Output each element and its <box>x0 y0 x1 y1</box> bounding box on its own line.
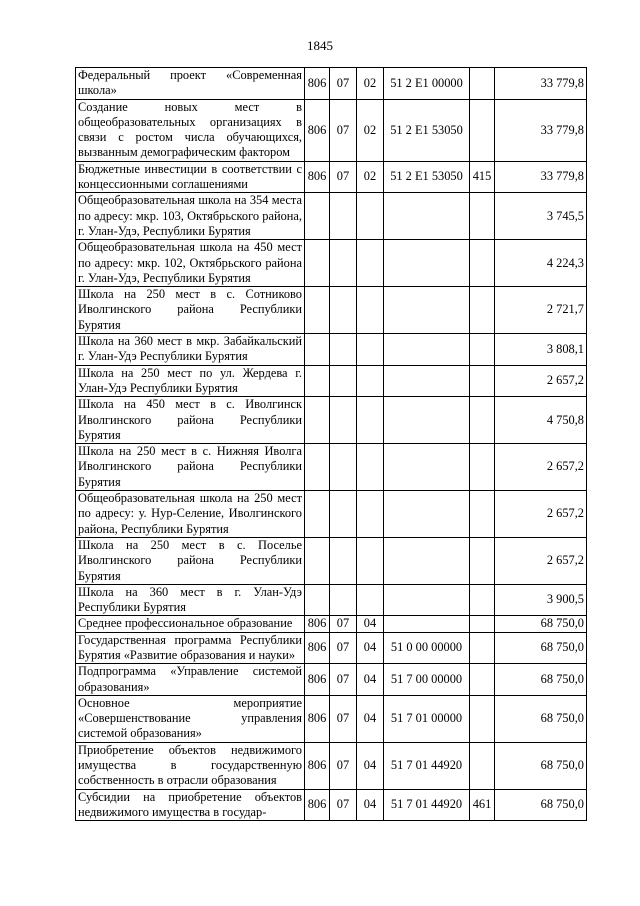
subsection-code: 02 <box>357 99 384 161</box>
row-name: Субсидии на приобретение объектов недвижимого имущества в государ- <box>76 789 305 821</box>
ministry-code <box>305 397 330 444</box>
subsection-code <box>357 397 384 444</box>
amount: 68 750,0 <box>495 695 587 742</box>
table-row <box>76 365 587 397</box>
ministry-code: 806 <box>305 695 330 742</box>
target-article-code: 51 2 E1 00000 <box>384 68 470 100</box>
amount: 4 750,8 <box>495 397 587 444</box>
ministry-code: 806 <box>305 742 330 789</box>
target-article-code <box>384 193 470 240</box>
section-code: 07 <box>330 68 357 100</box>
subsection-code <box>357 365 384 397</box>
target-article-code <box>384 584 470 616</box>
expense-type-code <box>470 742 495 789</box>
ministry-code: 806 <box>305 664 330 696</box>
budget-table <box>75 67 587 821</box>
section-code: 07 <box>330 161 357 193</box>
subsection-code <box>357 491 384 538</box>
row-name: Школа на 450 мест в с. Иволгинск Иволгинского района Республики Бурятия <box>76 397 305 444</box>
target-article-code: 51 7 01 00000 <box>384 695 470 742</box>
table-row <box>76 742 587 789</box>
target-article-code: 51 0 00 00000 <box>384 632 470 664</box>
table-row <box>76 397 587 444</box>
subsection-code: 04 <box>357 742 384 789</box>
section-code <box>330 365 357 397</box>
target-article-code <box>384 397 470 444</box>
row-name: Школа на 250 мест в с. Поселье Иволгинского района Республики Бурятия <box>76 537 305 584</box>
table-row <box>76 444 587 491</box>
row-name: Общеобразовательная школа на 354 места по адресу: мкр. 103, Октябрьского района, г. Улан-Удэ, Республики Бурятия <box>76 193 305 240</box>
expense-type-code: 461 <box>470 789 495 821</box>
subsection-code: 04 <box>357 789 384 821</box>
amount: 3 745,5 <box>495 193 587 240</box>
subsection-code <box>357 334 384 366</box>
expense-type-code <box>470 695 495 742</box>
subsection-code: 02 <box>357 161 384 193</box>
table-row <box>76 287 587 334</box>
row-name: Государственная программа Республики Бурятия «Развитие образования и науки» <box>76 632 305 664</box>
subsection-code <box>357 193 384 240</box>
row-name: Бюджетные инвестиции в соответствии с концессионными соглашениями <box>76 161 305 193</box>
row-name: Приобретение объектов недвижимого имущества в государственную собственность в отрасли образования <box>76 742 305 789</box>
ministry-code <box>305 193 330 240</box>
ministry-code <box>305 444 330 491</box>
row-name: Федеральный проект «Современная школа» <box>76 68 305 100</box>
section-code <box>330 334 357 366</box>
amount: 3 900,5 <box>495 584 587 616</box>
table-row <box>76 491 587 538</box>
section-code: 07 <box>330 789 357 821</box>
section-code <box>330 287 357 334</box>
table-row <box>76 616 587 632</box>
row-name: Общеобразовательная школа на 250 мест по адресу: у. Нур-Селение, Иволгинского района, Республики Бурятия <box>76 491 305 538</box>
target-article-code <box>384 365 470 397</box>
row-name: Школа на 250 мест в с. Сотниково Иволгинского района Республики Бурятия <box>76 287 305 334</box>
amount: 68 750,0 <box>495 632 587 664</box>
expense-type-code <box>470 537 495 584</box>
amount: 2 657,2 <box>495 365 587 397</box>
ministry-code <box>305 240 330 287</box>
ministry-code <box>305 287 330 334</box>
target-article-code <box>384 616 470 632</box>
section-code: 07 <box>330 632 357 664</box>
ministry-code: 806 <box>305 99 330 161</box>
row-name: Подпрограмма «Управление системой образования» <box>76 664 305 696</box>
subsection-code <box>357 240 384 287</box>
section-code <box>330 240 357 287</box>
ministry-code <box>305 584 330 616</box>
section-code: 07 <box>330 616 357 632</box>
table-row <box>76 664 587 696</box>
expense-type-code <box>470 397 495 444</box>
row-name: Среднее профессиональное образование <box>76 616 305 632</box>
ministry-code: 806 <box>305 616 330 632</box>
expense-type-code <box>470 491 495 538</box>
table-row <box>76 68 587 100</box>
row-name: Школа на 360 мест в мкр. Забайкальский г. Улан-Удэ Республики Бурятия <box>76 334 305 366</box>
table-row <box>76 99 587 161</box>
subsection-code: 04 <box>357 664 384 696</box>
target-article-code <box>384 491 470 538</box>
expense-type-code <box>470 287 495 334</box>
expense-type-code <box>470 68 495 100</box>
ministry-code: 806 <box>305 68 330 100</box>
section-code: 07 <box>330 664 357 696</box>
table-row <box>76 632 587 664</box>
amount: 33 779,8 <box>495 161 587 193</box>
expense-type-code <box>470 334 495 366</box>
table-row <box>76 789 587 821</box>
amount: 2 657,2 <box>495 491 587 538</box>
expense-type-code <box>470 240 495 287</box>
amount: 3 808,1 <box>495 334 587 366</box>
section-code <box>330 193 357 240</box>
row-name: Школа на 360 мест в г. Улан-Удэ Республики Бурятия <box>76 584 305 616</box>
amount: 68 750,0 <box>495 664 587 696</box>
target-article-code: 51 7 01 44920 <box>384 789 470 821</box>
target-article-code: 51 2 E1 53050 <box>384 161 470 193</box>
amount: 68 750,0 <box>495 789 587 821</box>
amount: 33 779,8 <box>495 68 587 100</box>
section-code <box>330 397 357 444</box>
row-name: Школа на 250 мест в с. Нижняя Иволга Иволгинского района Республики Бурятия <box>76 444 305 491</box>
subsection-code: 04 <box>357 616 384 632</box>
section-code: 07 <box>330 742 357 789</box>
table-row <box>76 240 587 287</box>
expense-type-code <box>470 99 495 161</box>
amount: 2 657,2 <box>495 444 587 491</box>
page-number: 1845 <box>307 38 333 53</box>
amount: 68 750,0 <box>495 742 587 789</box>
amount: 2 721,7 <box>495 287 587 334</box>
table-row <box>76 193 587 240</box>
expense-type-code <box>470 616 495 632</box>
ministry-code: 806 <box>305 632 330 664</box>
section-code <box>330 537 357 584</box>
target-article-code: 51 7 00 00000 <box>384 664 470 696</box>
section-code <box>330 444 357 491</box>
expense-type-code <box>470 365 495 397</box>
amount: 68 750,0 <box>495 616 587 632</box>
subsection-code: 04 <box>357 632 384 664</box>
subsection-code <box>357 287 384 334</box>
target-article-code <box>384 240 470 287</box>
target-article-code: 51 7 01 44920 <box>384 742 470 789</box>
target-article-code <box>384 287 470 334</box>
target-article-code <box>384 537 470 584</box>
section-code: 07 <box>330 99 357 161</box>
table-row <box>76 334 587 366</box>
subsection-code <box>357 537 384 584</box>
section-code: 07 <box>330 695 357 742</box>
expense-type-code <box>470 664 495 696</box>
row-name: Школа на 250 мест по ул. Жердева г. Улан-Удэ Республики Бурятия <box>76 365 305 397</box>
expense-type-code <box>470 444 495 491</box>
row-name: Основное мероприятие «Совершенствование управления системой образования» <box>76 695 305 742</box>
row-name: Общеобразовательная школа на 450 мест по адресу: мкр. 102, Октябрьского района г. Улан-Удэ, Республики Бурятия <box>76 240 305 287</box>
table-row <box>76 161 587 193</box>
expense-type-code <box>470 584 495 616</box>
row-name: Создание новых мест в общеобразовательных организациях в связи с ростом числа обучающихся, вызванным демографическим фактором <box>76 99 305 161</box>
amount: 2 657,2 <box>495 537 587 584</box>
ministry-code <box>305 491 330 538</box>
expense-type-code: 415 <box>470 161 495 193</box>
table-row <box>76 695 587 742</box>
subsection-code <box>357 444 384 491</box>
section-code <box>330 584 357 616</box>
subsection-code <box>357 584 384 616</box>
ministry-code: 806 <box>305 789 330 821</box>
amount: 4 224,3 <box>495 240 587 287</box>
ministry-code <box>305 537 330 584</box>
target-article-code: 51 2 E1 53050 <box>384 99 470 161</box>
ministry-code <box>305 365 330 397</box>
table-row <box>76 537 587 584</box>
table-body <box>76 68 587 821</box>
ministry-code <box>305 334 330 366</box>
expense-type-code <box>470 193 495 240</box>
section-code <box>330 491 357 538</box>
subsection-code: 04 <box>357 695 384 742</box>
subsection-code: 02 <box>357 68 384 100</box>
table-row <box>76 584 587 616</box>
target-article-code <box>384 334 470 366</box>
ministry-code: 806 <box>305 161 330 193</box>
expense-type-code <box>470 632 495 664</box>
target-article-code <box>384 444 470 491</box>
amount: 33 779,8 <box>495 99 587 161</box>
